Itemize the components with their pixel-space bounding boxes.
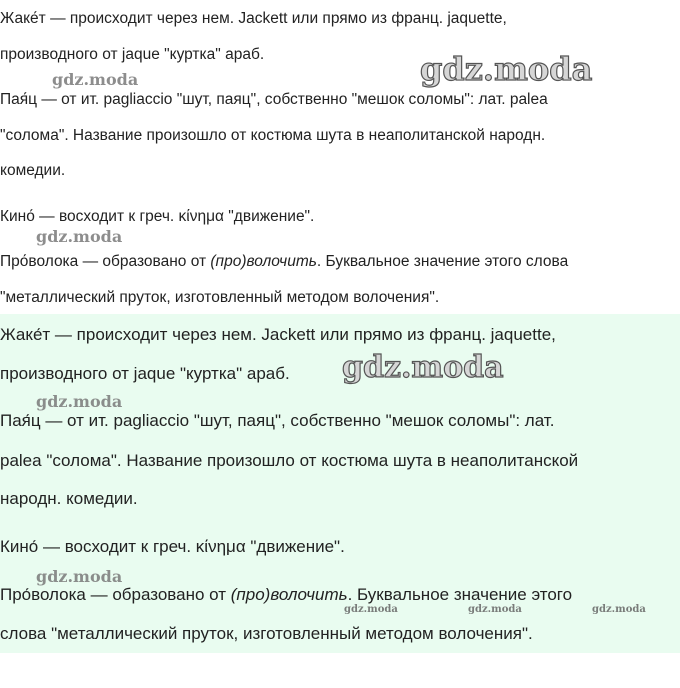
jacket-line-2: производного от jaque "куртка" араб.	[0, 364, 290, 383]
payats-line-3: комедии.	[0, 162, 66, 179]
jacket-line-2: производного от jaque "куртка" араб.	[0, 46, 265, 63]
watermark-small: gdz.moda	[468, 604, 522, 615]
provoloka-post: . Буквальное значение этого слова	[316, 253, 569, 270]
watermark: gdz.moda	[36, 567, 123, 586]
highlighted-text-section	[0, 314, 680, 653]
watermark-large: gdz.moda	[342, 350, 504, 385]
payats-line-2: palea "солома". Название произошло от костюма шута в неаполитанской	[0, 451, 579, 470]
provoloka-italic: (про)волочить	[210, 253, 317, 270]
provoloka-pre: Про́волока — образовано от	[0, 253, 211, 270]
watermark: gdz.moda	[36, 392, 123, 411]
watermark-small: gdz.moda	[344, 604, 398, 615]
payats-line-1: Пая́ц — от ит. pagliaccio "шут, паяц", собственно "мешок соломы": лат.	[0, 411, 555, 430]
kino-line-1: Кино́ — восходит к греч. κίνημα "движение".	[0, 208, 315, 225]
payats-line-1: Пая́ц — от ит. pagliaccio "шут, паяц", собственно "мешок соломы": лат. palea	[0, 91, 548, 108]
provoloka-italic: (про)волочить	[230, 585, 348, 604]
payats-line-2: "солома". Название произошло от костюма шута в неаполитанской народн.	[0, 127, 546, 144]
watermark: gdz.moda	[36, 227, 123, 246]
provoloka-pre: Про́волока — образовано от	[0, 585, 231, 604]
original-text-section	[0, 0, 680, 314]
watermark-small: gdz.moda	[592, 604, 646, 615]
jacket-line-1: Жаке́т — происходит через нем. Jackett или прямо из франц. jaquette,	[0, 325, 556, 344]
provoloka-post: . Буквальное значение этого	[347, 585, 573, 604]
jacket-line-1: Жаке́т — происходит через нем. Jackett или прямо из франц. jaquette,	[0, 10, 507, 27]
payats-line-3: народн. комедии.	[0, 489, 138, 508]
watermark-large: gdz.moda	[420, 50, 593, 88]
kino-line-1: Кино́ — восходит к греч. κίνημα "движение".	[0, 537, 345, 556]
provoloka-line-2: "металлический пруток, изготовленный методом волочения".	[0, 289, 440, 306]
provoloka-line-1	[0, 243, 568, 280]
provoloka-line-2: слова "металлический пруток, изготовленный методом волочения".	[0, 624, 533, 643]
watermark: gdz.moda	[52, 70, 139, 89]
